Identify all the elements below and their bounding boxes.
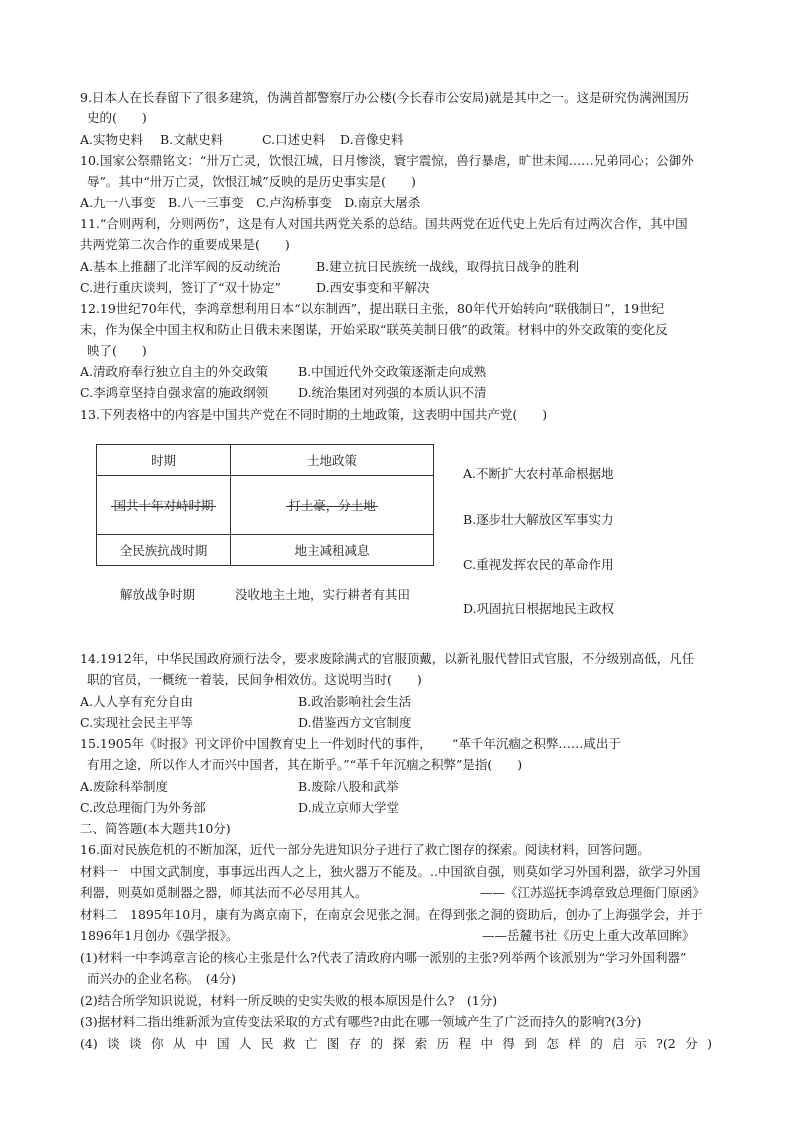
table-cell-policy: 地主减租减息 xyxy=(231,535,434,566)
q10-options[interactable]: A.九一八事变 B.八一三事变 C.卢沟桥事变 D.南京大屠杀 xyxy=(80,195,421,210)
q15-option-b[interactable]: B.废除八股和武举 xyxy=(298,779,399,794)
table-cell-text: 打土豪，分土地 xyxy=(288,498,376,513)
table-cell-policy: 没收地主土地，实行耕者有其田 xyxy=(235,587,411,602)
table-cell-period xyxy=(97,476,231,535)
q10-stem-cont: 辱”。其中“卅万亡灵，饮恨江城”反映的是历史事实是( ) xyxy=(87,174,416,189)
q12-option-c[interactable]: C.李鸿章坚持自强求富的施政纲领 xyxy=(80,385,269,400)
q9-option-d[interactable]: D.音像史料 xyxy=(340,132,404,147)
q11-option-d[interactable]: D.西安事变和平解决 xyxy=(316,280,430,295)
table-row xyxy=(97,476,434,535)
q16-material1-cont: 利器，则莫如觅制器之器，师其法而不必尽用其人。 xyxy=(80,885,368,900)
q9-option-a[interactable]: A.实物史料 xyxy=(80,132,144,147)
q16-material2: 材料二 1895年10月，康有为离京南下，在南京会见张之洞。在得到张之洞的资助后，创办了上海强学会，并于 xyxy=(80,907,703,922)
q16-stem: 16.面对民族危机的不断加深，近代一部分先进知识分子进行了救亡图存的探索。阅读材料，回答问题。 xyxy=(80,842,650,857)
q16-part4: (4)谈谈你从中国人民救亡图存的探索历程中得到怎样的启示?(2分) xyxy=(80,1036,712,1051)
q9-stem-cont: 史的( ) xyxy=(87,110,147,125)
q13-option-d[interactable]: D.巩固抗日根据地民主政权 xyxy=(463,601,615,616)
land-policy-table xyxy=(96,444,434,566)
q14-stem: 14.1912年，中华民国政府颁行法令，要求废除满式的官服顶戴，以新礼服代替旧式官服，不分级别高低，凡任 xyxy=(80,651,695,666)
q12-stem-cont: 末，作为保全中国主权和防止日俄未来图谋，开始采取“联英美制日俄”的政策。材料中的外交政策的变化反 xyxy=(80,322,668,337)
q15-option-c[interactable]: C.改总理衙门为外务部 xyxy=(80,800,206,815)
table-header-row xyxy=(97,445,434,476)
q9-option-c[interactable]: C.口述史料 xyxy=(262,132,326,147)
q14-option-c[interactable]: C.实现社会民主平等 xyxy=(80,715,194,730)
table-cell-policy xyxy=(231,476,434,535)
q11-option-b[interactable]: B.建立抗日民族统一战线，取得抗日战争的胜利 xyxy=(316,259,580,274)
q16-part2: (2)结合所学知识说说，材料一所反映的史实失败的根本原因是什么? (1分) xyxy=(80,993,498,1008)
table-cell-period: 全民族抗战时期 xyxy=(97,535,231,566)
q15-stem-cont: 有用之途，所以作人才而兴中国者，其在斯乎。”“革千年沉痼之积弊”是指( ) xyxy=(87,757,523,772)
q16-part1-cont: 而兴办的企业名称。 (4分) xyxy=(87,971,236,986)
q13-option-c[interactable]: C.重视发挥农民的革命作用 xyxy=(463,557,614,572)
q11-option-c[interactable]: C.进行重庆谈判，签订了“双十协定” xyxy=(80,280,281,295)
table-row xyxy=(97,535,434,566)
q15-option-d[interactable]: D.成立京师大学堂 xyxy=(298,800,400,815)
q12-option-b[interactable]: B.中国近代外交政策逐渐走向成熟 xyxy=(298,364,487,379)
q15-option-a[interactable]: A.废除科举制度 xyxy=(80,779,169,794)
q12-option-a[interactable]: A.清政府奉行独立自主的外交政策 xyxy=(80,364,269,379)
q12-stem: 12.19世纪70年代，李鸿章想利用日本“以东制西”，提出联日主张，80年代开始转向“联俄制日”，19世纪 xyxy=(80,301,665,316)
q15-stem: 15.1905年《时报》刊文评价中国教育史上一件划时代的事件， xyxy=(80,736,432,751)
table-cell-text: 国共十年对峙时期 xyxy=(113,498,214,513)
q16-material1-source: ——《江苏巡抚李鸿章致总理衙门原函》 xyxy=(480,885,706,900)
q11-stem-cont: 共两党第二次合作的重要成果是( ) xyxy=(80,237,290,252)
q14-option-a[interactable]: A.人人享有充分自由 xyxy=(80,694,194,709)
q16-material2-cont: 1896年1月创办《强学报》。 xyxy=(80,928,239,943)
table-cell-period: 解放战争时期 xyxy=(120,587,196,602)
q12-stem-cont2: 映了( ) xyxy=(87,343,147,358)
table-header-period: 时期 xyxy=(97,445,231,476)
q14-option-b[interactable]: B.政治影响社会生活 xyxy=(298,694,412,709)
q13-option-a[interactable]: A.不断扩大农村革命根据地 xyxy=(463,466,614,481)
q15-stem-quote: “革千年沉痼之积弊……咸出于 xyxy=(452,736,621,751)
q13-option-b[interactable]: B.逐步壮大解放区军事实力 xyxy=(463,512,614,527)
q16-material2-source: ——岳麓书社《历史上重大改革回眸》 xyxy=(482,928,695,943)
q12-option-d[interactable]: D.统治集团对列强的本质认识不清 xyxy=(298,385,487,400)
q14-option-d[interactable]: D.借鉴西方文官制度 xyxy=(298,715,412,730)
table-header-policy: 土地政策 xyxy=(231,445,434,476)
q10-stem: 10.国家公祭鼎铭文：“卅万亡灵，饮恨江城，日月惨淡，寰宇震惊，兽行暴虐，旷世未闻……兄弟同心；公御外 xyxy=(80,153,694,168)
q14-stem-cont: 职的官员，一概统一着装，民间争相效仿。这说明当时( ) xyxy=(87,672,422,687)
q11-stem: 11.“合则两利，分则两伤”，这是有人对国共两党关系的总结。国共两党在近代史上先后有过两次合作，其中国 xyxy=(80,216,688,231)
q9-stem: 9.日本人在长春留下了很多建筑，伪满首都警察厅办公楼(今长春市公安局)就是其中之一。这是研究伪满洲国历 xyxy=(80,90,690,105)
q16-material1: 材料一 中国文武制度，事事远出西人之上，独火器万不能及。..中国欲自强，则莫如学习外国利器，欲学习外国 xyxy=(80,864,701,879)
section-heading: 二、简答题(本大题共10分) xyxy=(80,821,231,836)
q11-option-a[interactable]: A.基本上推翻了北洋军阀的反动统治 xyxy=(80,259,281,274)
q13-stem: 13.下列表格中的内容是中国共产党在不同时期的土地政策，这表明中国共产党( ) xyxy=(80,407,548,422)
q16-part3: (3)据材料二指出维新派为宣传变法采取的方式有哪些?由此在哪一领域产生了广泛而持久的影响?(3分) xyxy=(80,1014,642,1029)
q16-part1: (1)材料一中李鸿章言论的核心主张是什么?代表了清政府内哪一派别的主张?列举两个该派别为“学习外国利器” xyxy=(80,950,687,965)
q9-option-b[interactable]: B.文献史料 xyxy=(160,132,224,147)
